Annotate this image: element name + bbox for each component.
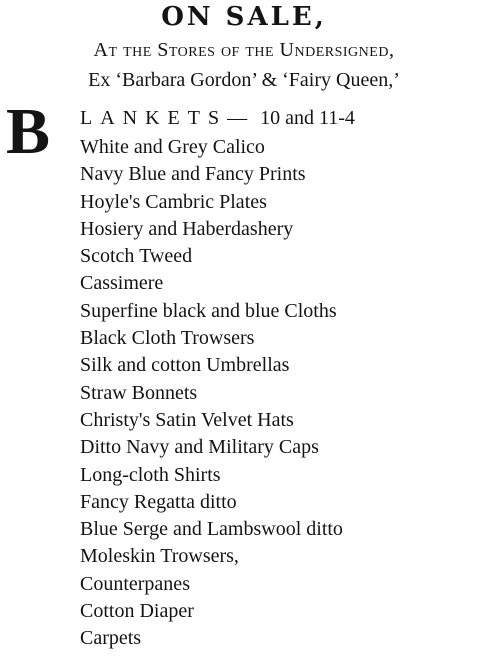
list-item: Hoyle's Cambric Plates bbox=[80, 190, 267, 213]
subheading: At the Stores of the Undersigned, bbox=[93, 39, 395, 61]
list-item: Black Cloth Trowsers bbox=[80, 327, 255, 350]
goods-list bbox=[80, 134, 343, 653]
list-item: Superfine black and blue Cloths bbox=[80, 299, 337, 322]
first-item bbox=[80, 106, 355, 130]
list-item: Christy's Satin Velvet Hats bbox=[80, 408, 294, 431]
list-item: Scotch Tweed bbox=[80, 245, 193, 268]
drop-cap: B bbox=[6, 95, 51, 168]
list-item: Cotton Diaper bbox=[80, 600, 194, 623]
list-item: Counterpanes bbox=[80, 572, 190, 595]
list-item: Moleskin Trowsers, bbox=[80, 545, 239, 568]
list-item: Hosiery and Haberdashery bbox=[80, 217, 294, 240]
list-item: Cassimere bbox=[80, 272, 164, 295]
list-item: Blue Serge and Lambswool ditto bbox=[80, 518, 343, 541]
list-item: Fancy Regatta ditto bbox=[80, 490, 237, 513]
headline: ON SALE, bbox=[161, 2, 327, 32]
first-item-spaced: LANKETS— bbox=[80, 107, 256, 129]
list-item: Silk and cotton Umbrellas bbox=[80, 354, 290, 377]
list-item: Straw Bonnets bbox=[80, 381, 198, 404]
list-item: Carpets bbox=[80, 627, 142, 650]
list-item: White and Grey Calico bbox=[80, 136, 265, 158]
ships-line: Ex ‘Barbara Gordon’ & ‘Fairy Queen,’ bbox=[88, 69, 400, 91]
list-item: Ditto Navy and Military Caps bbox=[80, 436, 319, 459]
list-item: Long-cloth Shirts bbox=[80, 463, 221, 486]
first-item-rest: 10 and 11-4 bbox=[260, 107, 355, 129]
list-item: Navy Blue and Fancy Prints bbox=[80, 163, 306, 186]
